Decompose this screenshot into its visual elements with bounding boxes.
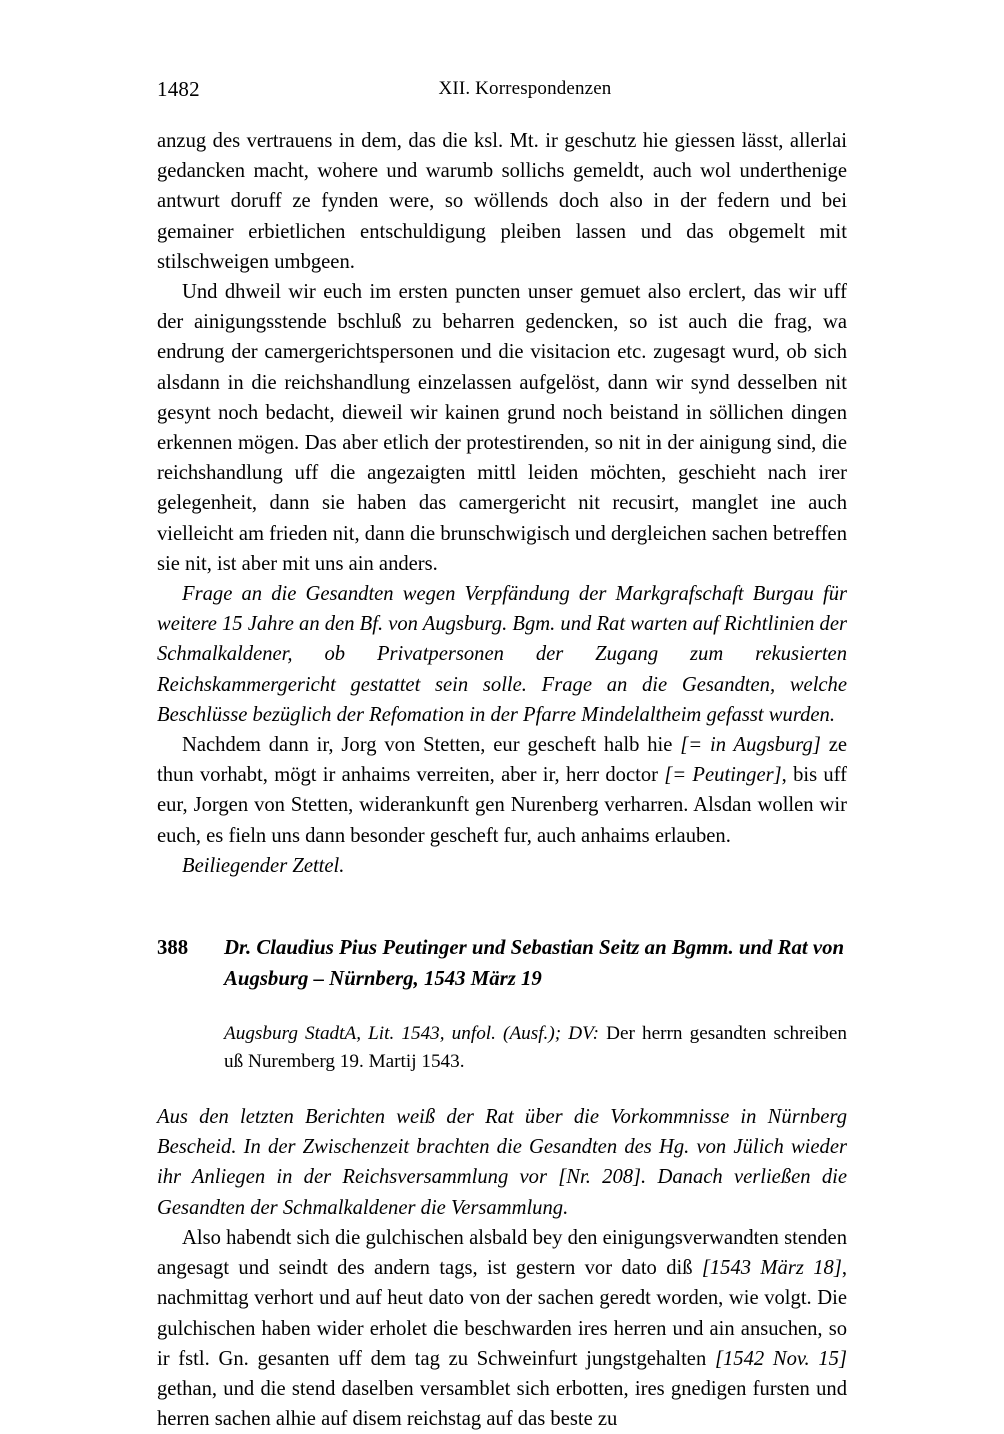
running-head: [157, 74, 847, 108]
document-entry-388: [157, 933, 847, 1434]
body-text: [157, 126, 847, 881]
document-heading: [157, 933, 847, 994]
source-dorsal-note: Der herrn gesandten schreiben uß Nuremberg 19. Martij 1543.: [224, 1023, 847, 1073]
page-content: [157, 74, 847, 1434]
running-head-title: XII. Korrespondenzen: [438, 78, 612, 99]
editorial-note-date-1542: [1542 Nov. 15]: [714, 1347, 847, 1370]
editorial-note-date-1543: [1543 März 18]: [701, 1257, 842, 1280]
doc-text-segment-2: , nachmittag verhort und auf heut dato von der sachen geredt worden, wie volgt. Die gulchischen haben wider erholet die beschwarden ires herren und ain ansuchen, so ir fstl. Gn. gesanten uff dem tag zu Schweinfurt jungstgehalten: [157, 1257, 847, 1370]
editorial-note-peutinger: [= Peutinger]: [664, 764, 782, 787]
document-source-line: [224, 1020, 847, 1076]
text-segment-1: Nachdem dann ir, Jorg von Stetten, eur gescheft halb hie: [182, 734, 681, 757]
text-segment-3: , bis uff eur, Jorgen von Stetten, widerankunft gen Nurenberg verharren. Alsdan wollen wir euch, es fieln uns dann besonder gescheft fur, auch anhaims erlauben.: [157, 764, 847, 847]
document-title: Dr. Claudius Pius Peutinger und Sebastian Seitz an Bgmm. und Rat von Augsburg – Nürnberg, 1543 März 19: [224, 936, 845, 990]
doc-text-segment-3: gethan, und die stend daselben versamblet sich erbotten, ires gnedigen fursten und herren sachen alhie auf disem reichstag auf das beste zu: [157, 1377, 847, 1431]
paragraph-nachdem-dann-ir: [157, 730, 847, 851]
document-number: 388: [157, 936, 189, 960]
page-number: 1482: [157, 77, 200, 101]
editorial-note-augsburg: [= in Augsburg]: [680, 734, 821, 757]
paragraph-regest-frage: Frage an die Gesandten wegen Verpfändung der Markgrafschaft Burgau für weitere 15 Jahre an den Bf. von Augsburg. Bgm. und Rat warten auf Richtlinien der Schmalkaldener, ob Privatpersonen der Zugang zum rekusierten Reichskammergericht gestattet sein solle. Frage an die Gesandten, welche Beschlüsse bezüglich der Refomation in der Pfarre Mindelaltheim gefasst wurden.: [157, 583, 847, 726]
paragraph-beiliegender-zettel: Beiliegender Zettel.: [182, 854, 345, 877]
paragraph-und-dhweil: Und dhweil wir euch im ersten puncten unser gemuet also erclert, das wir uff der ainigungsstende bschluß zu beharren gedencken, so ist auch die frag, wa endrung der camergerichtspersonen und die visitacion etc. zugesagt wurd, ob sich alsdann in die reichshandlung einzelassen aufgelöst, dann wir synd desselben nit gesynt noch bedacht, dieweil wir kainen grund noch beistand in söllichen dingen erkennen mögen. Das aber etlich der protestirenden, so nit in der ainigung sind, die reichshandlung uff die angezaigten mittl leiden möchten, geschieht nach irer gelegenheit, dann sie haben das camergericht nit recusirt, manglet ine auch vielleicht am frieden nit, dann die brunschwigisch und dergleichen sachen betreffen sie nit, ist aber mit uns ain anders.: [157, 281, 847, 575]
source-archive-reference: Augsburg StadtA, Lit. 1543, unfol. (Ausf.); DV:: [224, 1023, 599, 1045]
text-segment-2: ze thun vorhabt, mögt ir anhaims verreiten, aber ir, herr doctor: [157, 734, 847, 787]
document-body-text: [157, 1223, 847, 1434]
paragraph-continuation: anzug des vertrauens in dem, das die ksl. Mt. ir geschutz hie giessen lässt, allerlai gedancken macht, wohere und warumb sollichs gemeldt, auch wol underthenige antwurt doruff ze fynden were, so wöllends doch also in der federn und bei gemainer erbietlichen entschuldigung pleiben lassen und das obgemelt mit stilschweigen umbgeen.: [157, 130, 847, 273]
doc-text-segment-1: Also habendt sich die gulchischen alsbald bey den einigungsverwandten stenden angesagt und seindt des andern tags, ist gestern vor dato diß: [157, 1226, 847, 1280]
document-summary: Aus den letzten Berichten weiß der Rat über die Vorkommnisse in Nürnberg Bescheid. In der Zwischenzeit brachten die Gesandten des Hg. von Jülich wieder ihr Anliegen in der Reichsversammlung vor [Nr. 208]. Danach verließen die Gesandten der Schmalkaldener die Versammlung.: [157, 1106, 847, 1219]
